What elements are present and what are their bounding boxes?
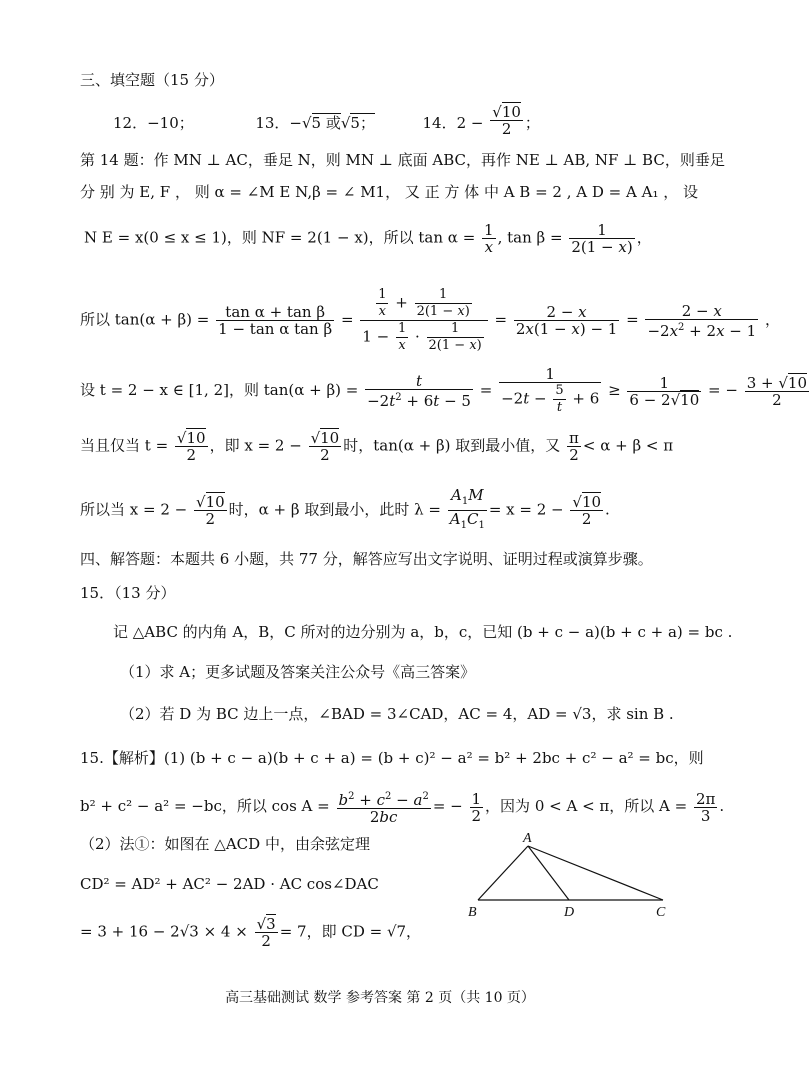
solution-line1: 15.【解析】(1) (b + c − a)(b + c + a) = (b + c)² − a² = b² + 2bc + c² − a² = bc，则 — [80, 749, 704, 767]
q15-part1: （1）求 A；更多试题及答案关注公众号《高三答案》 — [120, 663, 476, 681]
q14-line3: N E = x(0 ≤ x ≤ 1)，则 NF = 2(1 − x)，所以 tan α = $\frac{1}{x}$ , tan β = $\frac{1}{2(1 - x)}$ ， — [84, 221, 652, 256]
triangle-figure — [460, 830, 680, 925]
label-B: B — [468, 905, 477, 920]
solution-line2: b² + c² − a² = −bc，所以 cos A = $\frac{b^2 + c^2 - a^2}{2bc}$ = − $\frac{1}{2}$ ，因为 0 < A < π，所以 A = $\frac{2\pi}{3}$ . — [80, 789, 725, 826]
answer-13: 13．−√5 或√5； — [255, 114, 375, 132]
solution-line4: CD² = AD² + AC² − 2AD · AC cos∠DAC — [80, 875, 379, 893]
solution-line5: = 3 + 16 − 2√3 × 4 × $\frac{√3}{2}$ = 7，即 CD = √7， — [80, 915, 422, 950]
page-footer: 高三基础测试 数学 参考答案 第 2 页（共 10 页） — [225, 990, 535, 1006]
q14-line4: 所以 tan(α + β) = $\frac{\text{tan α + tan β}}{\text{1 − tan α tan β}}$ = $\frac{1}{x}$ + $\frac{1}{2(1 - x)}$ 1 − $\frac{1}{x}$ · $\frac{1}{2(1 - x)}$ = $\frac{2 - x}{2x(1 - x) - 1}$ = $\frac{2 - x}{-2x^2 + 2x - 1}$ ， — [80, 287, 780, 353]
answer-12: 12．−10； — [113, 114, 194, 132]
label-A: A — [523, 831, 532, 846]
q15-stem: 记 △ABC 的内角 A，B，C 所对的边分别为 a，b，c，已知 (b + c − a)(b + c + a) = bc . — [113, 623, 733, 641]
answer-14: 14．2 − $\frac{√10}{2}$ ； — [422, 103, 540, 138]
q14-line7: 所以当 x = 2 − $\frac{√10}{2}$ 时，α + β 取到最小，此时 λ = $\frac{A_1M}{A_1C_1}$ = x = 2 − $\frac{√10}{2}$ . — [80, 486, 610, 531]
q15-heading: 15．（13 分） — [80, 584, 176, 602]
q14-line6: 当且仅当 t = $\frac{√10}{2}$ ，即 x = 2 − $\frac{√10}{2}$ 时，tan(α + β) 取到最小值，又 $\frac{\pi}{2}$ < α + β < π — [80, 429, 674, 464]
answers-row — [113, 104, 540, 137]
q14-line1: 第 14 题：作 MN ⊥ AC，垂足 N，则 MN ⊥ 底面 ABC，再作 NE ⊥ AB, NF ⊥ BC，则垂足 — [80, 151, 725, 169]
section3-title: 三、填空题（15 分） — [80, 71, 224, 89]
label-C: C — [656, 905, 666, 920]
q14-line5: 设 t = 2 − x ∈ [1, 2]，则 tan(α + β) = $\frac{t}{-2t^2 + 6t - 5}$ = 1 −2t − $\frac{5}{t}$ + 6 ≥ $\frac{1}{6 - 2√10}$ = − $\frac{3 + √10}{2}$ — [80, 365, 808, 415]
q15-part2: （2）若 D 为 BC 边上一点，∠BAD = 3∠CAD，AC = 4，AD = √3，求 sin B . — [120, 705, 674, 723]
q14-line2: 分 别 为 E, F ， 则 α = ∠M E N,β = ∠ M1， 又 正 方 体 中 A B = 2 , A D = A A₁ ， 设 — [80, 183, 698, 201]
section4-title: 四、解答题：本题共 6 小题，共 77 分，解答应写出文字说明、证明过程或演算步骤。 — [80, 550, 653, 568]
solution-line3: （2）法①：如图在 △ACD 中，由余弦定理 — [80, 835, 370, 853]
edge-AB — [478, 846, 528, 900]
label-D: D — [564, 905, 575, 920]
